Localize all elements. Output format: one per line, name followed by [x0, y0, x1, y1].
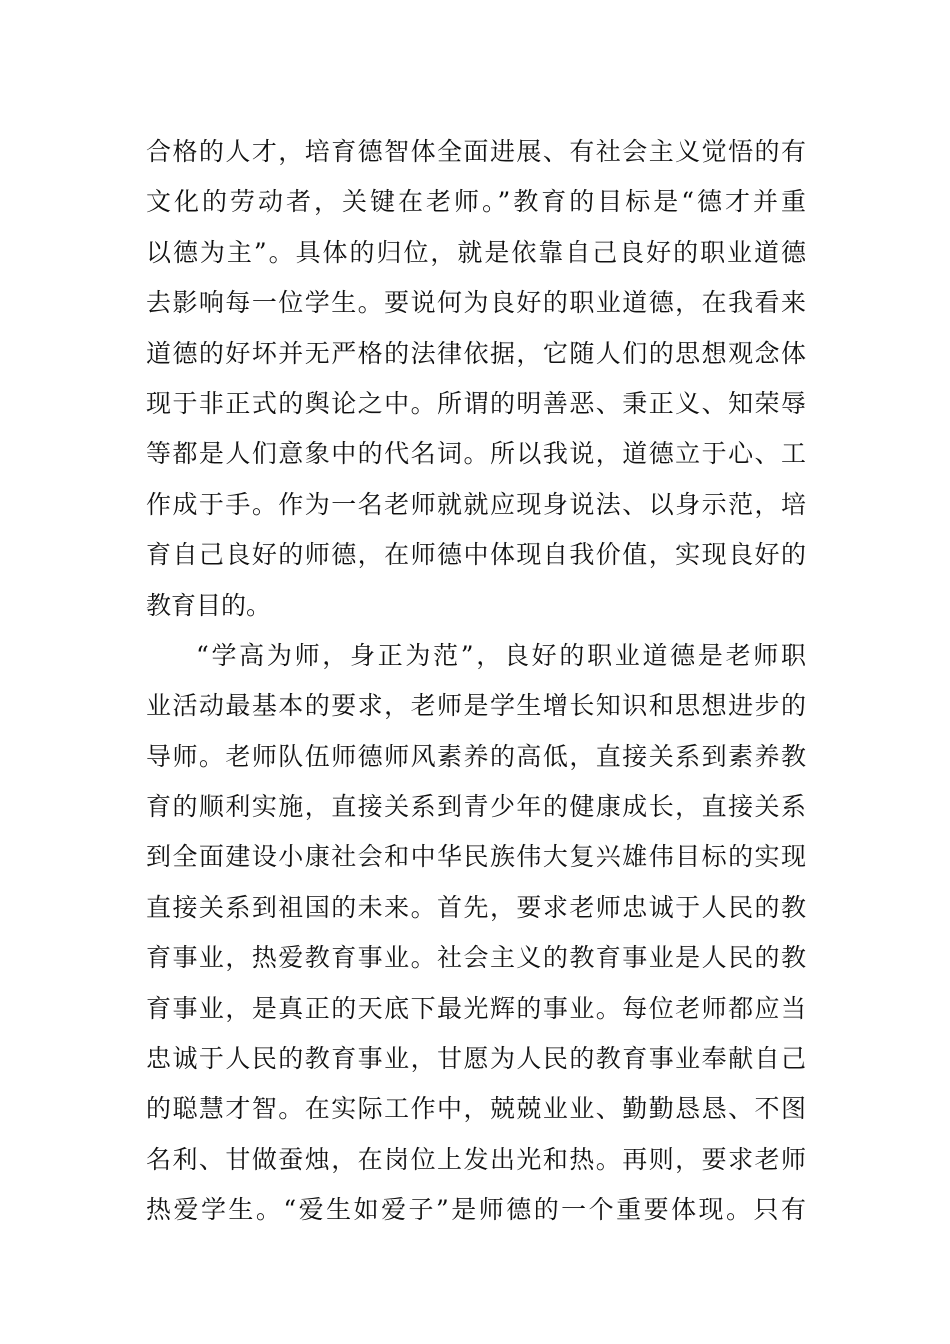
paragraph-2-line-8: 育事业，是真正的天底下最光辉的事业。每位老师都应当 — [146, 993, 806, 1023]
paragraph-2-line-7: 育事业，热爱教育事业。社会主义的教育事业是人民的教 — [146, 943, 806, 973]
paragraph-2-line-2: 业活动最基本的要求，老师是学生增长知识和思想进步的 — [146, 691, 806, 721]
paragraph-1-line-7: 等都是人们意象中的代名词。所以我说，道德立于心、工 — [146, 439, 806, 469]
document-body — [146, 127, 806, 1236]
paragraph-2-line-12: 热爱学生。“爱生如爱子”是师德的一个重要体现。只有 — [146, 1195, 806, 1225]
paragraph-1-line-9: 育自己良好的师德，在师德中体现自我价值，实现良好的 — [146, 540, 806, 570]
paragraph-2-line-5: 到全面建设小康社会和中华民族伟大复兴雄伟目标的实现 — [146, 842, 806, 872]
paragraph-2-line-11: 名利、甘做蚕烛，在岗位上发出光和热。再则，要求老师 — [146, 1144, 806, 1174]
paragraph-2-line-9: 忠诚于人民的教育事业，甘愿为人民的教育事业奉献自己 — [146, 1044, 806, 1074]
paragraph-1-line-10: 教育目的。 — [146, 590, 272, 620]
paragraph-2-line-3: 导师。老师队伍师德师风素养的高低，直接关系到素养教 — [146, 741, 806, 771]
paragraph-1-line-4: 去影响每一位学生。要说何为良好的职业道德，在我看来 — [146, 288, 806, 318]
paragraph-1-line-6: 现于非正式的舆论之中。所谓的明善恶、秉正义、知荣辱 — [146, 388, 806, 418]
paragraph-1-line-3: 以德为主”。具体的归位，就是依靠自己良好的职业道德 — [146, 237, 806, 267]
paragraph-1-line-8: 作成于手。作为一名老师就就应现身说法、以身示范，培 — [146, 489, 806, 519]
paragraph-2-line-10: 的聪慧才智。在实际工作中，兢兢业业、勤勤恳恳、不图 — [146, 1094, 806, 1124]
paragraph-1-line-5: 道德的好坏并无严格的法律依据，它随人们的思想观念体 — [146, 338, 806, 368]
paragraph-2-line-6: 直接关系到祖国的未来。首先，要求老师忠诚于人民的教 — [146, 892, 806, 922]
paragraph-1-line-1: 合格的人才，培育德智体全面进展、有社会主义觉悟的有 — [146, 137, 806, 166]
paragraph-2-line-4: 育的顺利实施，直接关系到青少年的健康成长，直接关系 — [146, 792, 806, 822]
paragraph-2-line-1: “学高为师，身正为范”，良好的职业道德是老师职 — [196, 640, 806, 670]
paragraph-1-line-2: 文化的劳动者，关键在老师。”教育的目标是“德才并重 — [146, 187, 806, 217]
